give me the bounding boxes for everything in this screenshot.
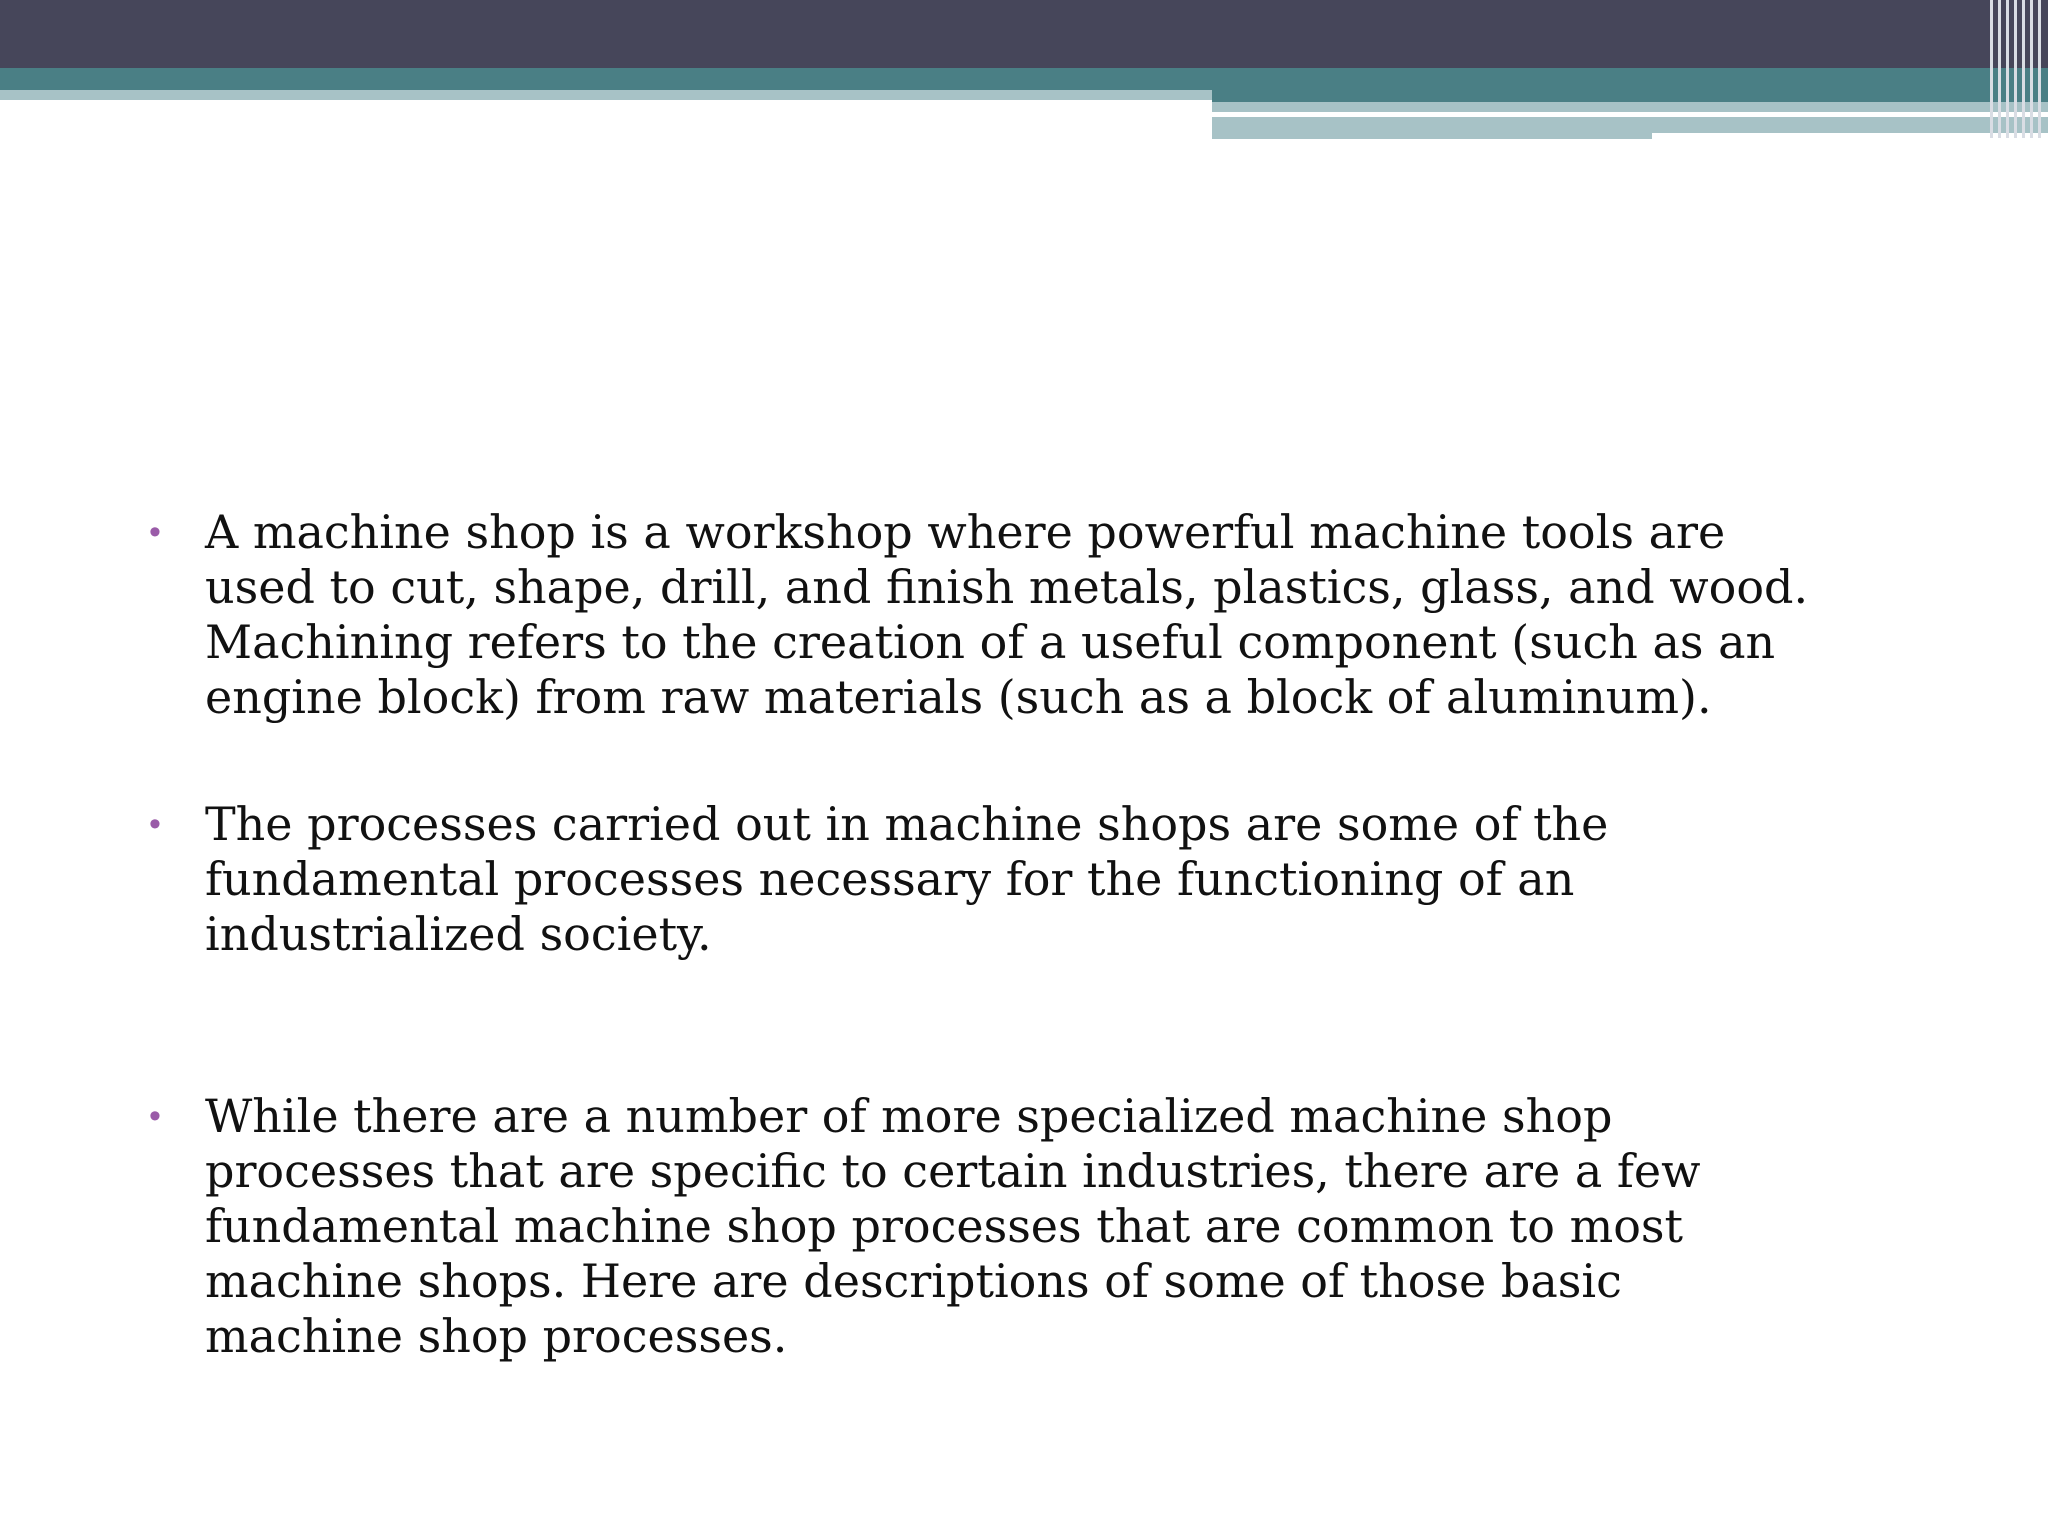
header-light-bar-right-3 [1212,127,1652,139]
header-dark-bar [0,0,2048,70]
header-light-bar-right-1 [1212,102,2048,112]
spacer [145,725,1935,797]
bullet-list [145,505,1935,1364]
bullet-line: While there are a number of more specialized machine shop [205,1089,1613,1143]
bullet-line: A machine shop is a workshop where powerful machine tools are [205,505,1726,559]
bullet-item-2 [145,797,1935,962]
header-light-bar-right-2 [1212,117,2048,127]
bullet-line: fundamental machine shop processes that are common to most [205,1199,1683,1253]
corner-stripe-7 [2038,0,2041,138]
header-light-bar-right-4 [1652,127,2048,133]
header-teal-bar [0,68,2048,90]
bullet-icon: • [149,805,161,843]
bullet-item-1 [145,505,1935,725]
bullet-line: industrialized society. [205,907,712,961]
bullet-item-3 [145,1089,1935,1364]
bullet-line: machine shop processes. [205,1309,788,1363]
corner-stripe-6 [2030,0,2033,138]
bullet-line: processes that are specific to certain industries, there are a few [205,1144,1701,1198]
corner-stripe-5 [2022,0,2025,138]
bullet-line: Machining refers to the creation of a useful component (such as an [205,615,1776,669]
corner-stripe-3 [2006,0,2009,138]
bullet-line: engine block) from raw materials (such as a block of aluminum). [205,670,1712,724]
header-light-bar-left [0,90,1212,100]
spacer [145,962,1935,1089]
bullet-line: used to cut, shape, drill, and finish metals, plastics, glass, and wood. [205,560,1809,614]
corner-stripe-4 [2014,0,2017,138]
corner-stripe-2 [1998,0,2001,138]
bullet-line: The processes carried out in machine shops are some of the [205,797,1609,851]
header-teal-bar-right [1212,90,2048,102]
bullet-icon: • [149,513,161,551]
bullet-icon: • [149,1097,161,1135]
bullet-line: fundamental processes necessary for the functioning of an [205,852,1575,906]
bullet-line: machine shops. Here are descriptions of some of those basic [205,1254,1622,1308]
corner-stripe-1 [1990,0,1993,138]
